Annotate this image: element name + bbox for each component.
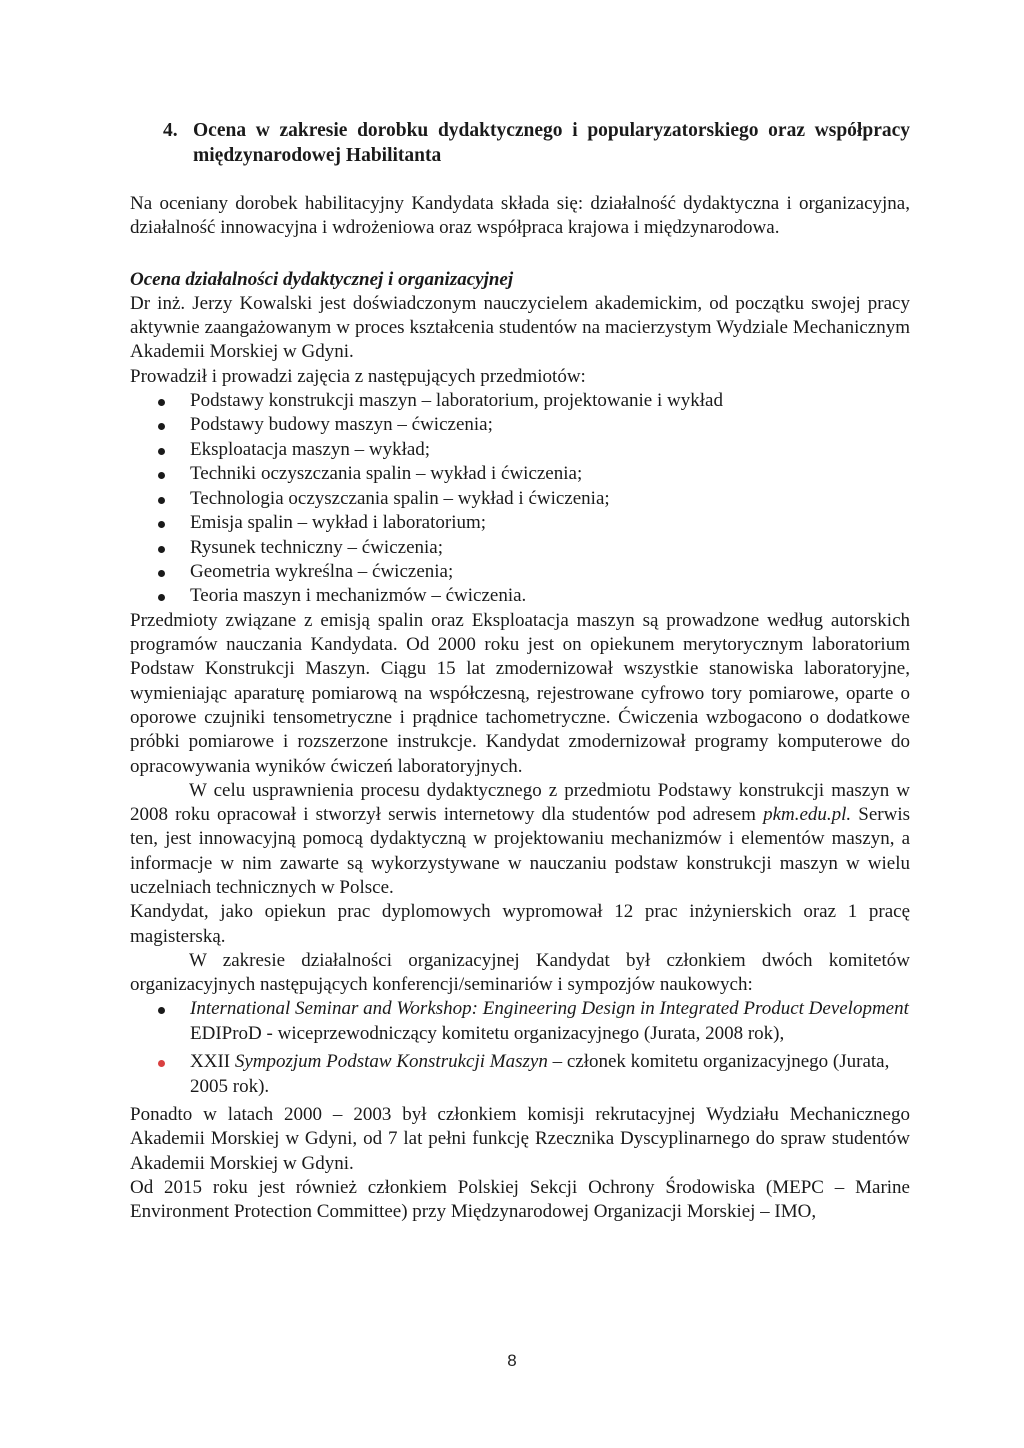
section-heading	[130, 118, 910, 168]
subsection-title: Ocena działalności dydaktycznej i organizacyjnej	[130, 268, 514, 290]
web-service-address: pkm.edu.pl.	[763, 804, 852, 826]
intro-paragraph: Na oceniany dorobek habilitacyjny Kandydata składa się: działalność dydaktyczna i organizacyjna, działalność innowacyjna i wdrożeniowa oraz współpraca krajowa i międzynarodowa.	[130, 193, 910, 239]
paragraph-subjects-intro: Prowadził i prowadzi zajęcia z następujących przedmiotów:	[130, 365, 586, 387]
conference-prefix: XXII	[190, 1051, 231, 1073]
paragraph-web-service	[130, 779, 910, 900]
paragraph-experience: Dr inż. Jerzy Kowalski jest doświadczonym nauczycielem akademickim, od początku swojej pracy aktywnie zaangażowanym w proces kształcenia studentów na macierzystym Wydziale Mechanicznym Akademii Morskiej w Gdyni.	[130, 292, 910, 363]
list-item: Podstawy budowy maszyn – ćwiczenia;	[190, 413, 910, 437]
list-item: Rysunek techniczny – ćwiczenia;	[190, 536, 910, 560]
section-number: 4.	[163, 120, 178, 141]
web-service-text-before: W celu usprawnienia procesu dydaktycznego z przedmiotu Podstawy konstrukcji maszyn w 2008 roku opracował i stworzył serwis internetowy dla studentów pod adresem	[130, 779, 910, 826]
conference-role: – członek komitetu organizacyjnego (Jurata, 2005 rok).	[190, 1051, 890, 1097]
list-item: Eksploatacja maszyn – wykład;	[190, 438, 910, 462]
list-item: Geometria wykreślna – ćwiczenia;	[190, 560, 910, 584]
subjects-list	[130, 389, 910, 609]
paragraph-laboratory: Przedmioty związane z emisją spalin oraz Eksploatacja maszyn są prowadzone według autorskich programów nauczania Kandydata. Od 2000 roku jest on opiekunem merytorycznym laboratorium Podstaw Konstrukcji Maszyn. Ciągu 15 lat zmodernizował wszystkie stanowiska laboratoryjne, wymieniając aparaturę pomiarową na współczesną, rejestrowane cyfrowo tory pomiarowe, oparte o oporowe czujniki tensometryczne i prądnice tachometryczne. Ćwiczenia wzbogacono o dodatkowe próbki pomiarowe i rozszerzone instrukcje. Kandydat zmodernizował programy komputerowe do opracowywania wyników ćwiczeń laboratoryjnych.	[130, 609, 910, 777]
page-number: 8	[507, 1351, 517, 1370]
paragraph-theses: Kandydat, jako opiekun prac dyplomowych wypromował 12 prac inżynierskich oraz 1 pracę magisterską.	[130, 901, 910, 947]
conference-role: EDIProD - wiceprzewodniczący komitetu organizacyjnego (Jurata, 2008 rok),	[190, 1022, 785, 1044]
list-item: Techniki oczyszczania spalin – wykład i ćwiczenia;	[190, 462, 910, 486]
list-item	[190, 997, 910, 1046]
list-item: Technologia oczyszczania spalin – wykład i ćwiczenia;	[190, 487, 910, 511]
list-item: Emisja spalin – wykład i laboratorium;	[190, 511, 910, 535]
list-item: Podstawy konstrukcji maszyn – laboratorium, projektowanie i wykład	[190, 389, 910, 413]
list-item: Teoria maszyn i mechanizmów – ćwiczenia.	[190, 584, 910, 608]
conference-title: Sympozjum Podstaw Konstrukcji Maszyn	[234, 1051, 548, 1073]
paragraph-mepc: Od 2015 roku jest również członkiem Polskiej Sekcji Ochrony Środowiska (MEPC – Marine Environment Protection Committee) przy Międzynarodowej Organizacji Morskiej – IMO,	[130, 1177, 910, 1223]
document-page	[130, 118, 910, 1225]
web-service-text-after: Serwis ten, jest innowacyjną pomocą dydaktyczną w projektowaniu mechanizmów i elementów maszyn, a informacje w nim zawarte są wykorzystywane w nauczaniu podstaw konstrukcji maszyn w wielu uczelniach technicznych w Polsce.	[130, 804, 911, 898]
list-item	[190, 1050, 910, 1099]
section-heading-text: Ocena w zakresie dorobku dydaktycznego i popularyzatorskiego oraz współpracy międzynarodowej Habilitanta	[193, 120, 910, 166]
conference-title: International Seminar and Workshop: Engineering Design in Integrated Product Development	[190, 998, 909, 1020]
conferences-list	[130, 997, 910, 1099]
paragraph-recruitment: Ponadto w latach 2000 – 2003 był członkiem komisji rekrutacyjnej Wydziału Mechanicznego Akademii Morskiej w Gdyni, od 7 lat pełni funkcję Rzecznika Dyscyplinarnego do spraw studentów Akademii Morskiej w Gdyni.	[130, 1104, 910, 1174]
paragraph-organizational: W zakresie działalności organizacyjnej Kandydat był członkiem dwóch komitetów organizacyjnych następujących konferencji/seminariów i sympozjów naukowych:	[130, 949, 910, 996]
